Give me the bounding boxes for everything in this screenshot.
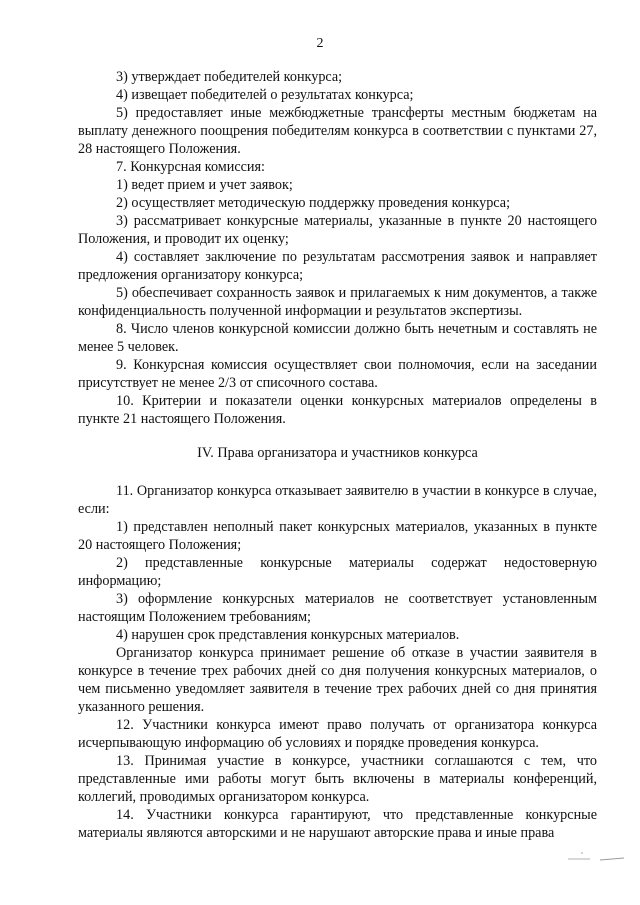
paragraph: 3) рассматривает конкурсные материалы, указанные в пункте 20 настоящего Положения, и проводит их оценку; (78, 213, 597, 247)
paragraph: 2) осуществляет методическую поддержку проведения конкурса; (116, 195, 511, 211)
paragraph: 9. Конкурсная комиссия осуществляет свои полномочия, если на заседании присутствует не менее 2/3 от списочного состава. (78, 357, 597, 391)
paragraph: 5) предоставляет иные межбюджетные трансферты местным бюджетам на выплату денежного поощрения победителям конкурса в соответствии с пунктами 27, 28 настоящего Положения. (78, 105, 597, 157)
paragraph: 4) составляет заключение по результатам рассмотрения заявок и направляет предложения организатору конкурса; (78, 249, 597, 283)
document-body (78, 68, 597, 842)
paragraph: 8. Число членов конкурсной комиссии должно быть нечетным и составлять не менее 5 человек. (78, 321, 597, 355)
paragraph: 1) ведет прием и учет заявок; (116, 177, 293, 193)
section-heading: IV. Права организатора и участников конкурса (197, 445, 478, 461)
paragraph: 3) оформление конкурсных материалов не соответствует установленным настоящим Положением требованиям; (78, 591, 597, 625)
paragraph: 12. Участники конкурса имеют право получать от организатора конкурса исчерпывающую информацию об условиях и порядке проведения конкурса. (78, 717, 597, 751)
paragraph: 2) представленные конкурсные материалы содержат недостоверную информацию; (78, 555, 597, 589)
paragraph: 4) нарушен срок представления конкурсных материалов. (116, 627, 460, 643)
paragraph: 3) утверждает победителей конкурса; (116, 69, 343, 85)
paragraph: Организатор конкурса принимает решение об отказе в участии заявителя в конкурсе в течение трех рабочих дней со дня получения конкурсных материалов, о чем письменно уведомляет заявителя в течение трех рабочих дней со дня принятия указанного решения. (78, 645, 597, 715)
paragraph: 14. Участники конкурса гарантируют, что представленные конкурсные материалы являются авторскими и не нарушают авторские права и иные права (78, 807, 597, 841)
page-number: 2 (316, 36, 324, 51)
paragraph: 4) извещает победителей о результатах конкурса; (116, 87, 414, 103)
paragraph: 13. Принимая участие в конкурсе, участники соглашаются с тем, что представленные ими работы могут быть включены в материалы конференций, коллегий, проводимых организатором конкурса. (78, 753, 597, 805)
paragraph: 7. Конкурсная комиссия: (116, 159, 265, 175)
paragraph: 1) представлен неполный пакет конкурсных материалов, указанных в пункте 20 настоящего Положения; (78, 519, 597, 553)
paragraph: 5) обеспечивает сохранность заявок и прилагаемых к ним документов, а также конфиденциальность полученной информации и результатов экспертизы. (78, 285, 597, 319)
paragraph: 11. Организатор конкурса отказывает заявителю в участии в конкурсе в случае, если: (78, 483, 597, 517)
scan-artifact-marks (566, 851, 626, 863)
paragraph: 10. Критерии и показатели оценки конкурсных материалов определены в пункте 21 настоящего Положения. (78, 393, 597, 427)
